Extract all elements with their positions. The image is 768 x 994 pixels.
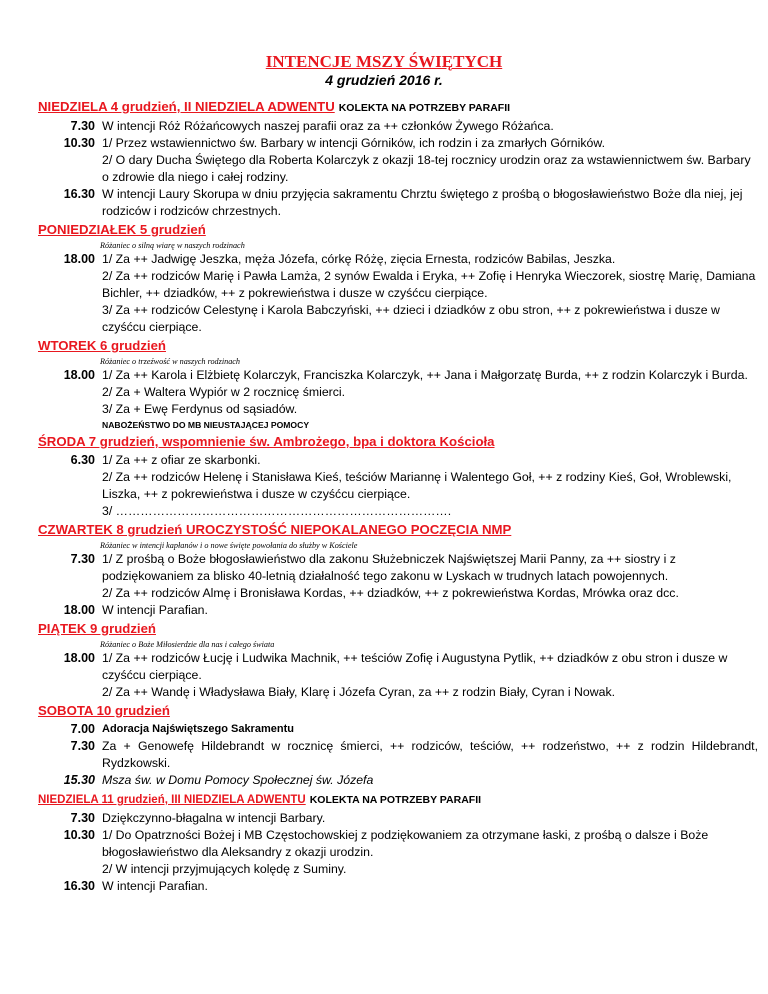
mass-intention: 2/ O dary Ducha Świętego dla Roberta Kolarczyk z okazji 18-tej rocznicy urodzin oraz za wstawiennictwem św. Barbary o zdrowie dla niego i całej rodziny. [102,153,751,184]
mass-time: 18.00 [63,651,95,665]
mass-entry [38,684,758,701]
day-title: SOBOTA 10 grudzień [38,703,170,718]
day-title: CZWARTEK 8 grudzień UROCZYSTOŚĆ NIEPOKALANEGO POCZĘCIA NMP [38,522,512,537]
mass-intention: 2/ Za + Waltera Wypiór w 2 rocznicę śmierci. [102,385,346,399]
mass-entry [38,268,758,302]
mass-entry [38,186,758,220]
mass-intention: 3/ Za ++ rodziców Celestynę i Karola Babczyński, ++ dzieci i dziadków z obu stron, ++ z pokrewieństwa i dusze w czyśćcu cierpiące. [102,303,720,334]
intentions-list [38,97,758,895]
collection-label: KOLEKTA NA POTRZEBY PARAFII [309,794,482,806]
mass-time [38,401,102,418]
mass-intention: 2/ W intencji przyjmujących kolędę z Suminy. [102,862,347,876]
mass-intention: 1/ Przez wstawiennictwo św. Barbary w intencji Górników, ich rodzin i za zmarłych Górników. [102,136,605,150]
mass-time: 16.30 [63,879,95,893]
mass-intention: W intencji Róż Różańcowych naszej parafii oraz za ++ członków Żywego Różańca. [102,119,554,133]
mass-time: 7.30 [70,811,95,825]
mass-time: 7.00 [70,722,95,736]
mass-time: 6.30 [70,453,95,467]
mass-intention: 3/ ………………………………………………………………………. [102,504,452,518]
day-title: PONIEDZIAŁEK 5 grudzień [38,222,206,237]
day-heading [38,97,758,118]
mass-time [38,268,102,302]
mass-intention: 2/ Za ++ Wandę i Władysława Biały, Klarę i Józefa Cyran, za ++ z rodzin Biały, Cyran i Nowak. [102,685,616,699]
mass-entry [38,861,758,878]
mass-entry [38,452,758,469]
day-title: NIEDZIELA 11 grudzień, III NIEDZIELA ADWENTU [38,794,306,806]
mass-entry [38,772,758,789]
mass-time: 7.30 [70,739,95,753]
mass-time: 10.30 [63,136,95,150]
mass-intention: W intencji Parafian. [102,879,208,893]
mass-entry [38,827,758,861]
day-title: PIĄTEK 9 grudzień [38,621,156,636]
day-title: NIEDZIELA 4 grudzień, II NIEDZIELA ADWENTU [38,99,335,114]
mass-time: 18.00 [63,252,95,266]
mass-time: 18.00 [63,368,95,382]
day-heading [38,220,758,240]
mass-intention: 2/ Za ++ rodziców Marię i Pawła Lamża, 2 synów Ewalda i Eryka, ++ Zofię i Henryka Wieczorek, siostrę Marię, Damiana Bichler, ++ dziadków, ++ z pokrewieństwa i dusze w czyśćcu cierpiące. [102,269,756,300]
mass-intention: W intencji Laury Skorupa w dniu przyjęcia sakramentu Chrztu świętego z prośbą o błogosławieństwo Boże dla niej, jej rodziców i rodziców chrzestnych. [102,187,743,218]
mass-time [38,152,102,186]
mass-time [38,302,102,336]
mass-entry [38,118,758,135]
mass-entry [38,251,758,268]
mass-entry [38,401,758,418]
mass-entry [38,650,758,684]
mass-time [38,469,102,503]
mass-entry [38,551,758,585]
mass-intention: Dziękczynno-błagalna w intencji Barbary. [102,811,326,825]
mass-entry [38,738,758,772]
day-heading [38,432,758,452]
mass-intention: 2/ Za ++ rodziców Almę i Bronisława Kordas, ++ dziadków, ++ z pokrewieństwa Kordas, Mrówka oraz dcc. [102,586,679,600]
collection-label: KOLEKTA NA POTRZEBY PARAFII [338,102,511,114]
mass-entry [38,152,758,186]
day-heading [38,520,758,540]
mass-entry [38,721,758,738]
mass-intention: 1/ Za ++ rodziców Łucję i Ludwika Machnik, ++ teściów Zofię i Augustyna Pytlik, ++ dziadków z obu stron i dusze w czyśćcu cierpiące. [102,651,728,682]
mass-intention: 1/ Za ++ Karola i Elżbietę Kolarczyk, Franciszka Kolarczyk, ++ Jana i Małgorzatę Burda, ++ z rodzin Kolarczyk i Burda. [102,368,748,382]
mass-entry [38,135,758,152]
mass-entry [38,384,758,401]
mass-intention: 1/ Z prośbą o Boże błogosławieństwo dla zakonu Służebniczek Najświętszej Marii Panny, za ++ siostry i z podziękowaniem za blisko 40-letnią działalność tego zakonu w Lyskach w trudnych latach powojennych. [102,552,676,583]
rosary-note: Różaniec o trzeźwość w naszych rodzinach [100,357,241,366]
mass-time [38,861,102,878]
day-heading [38,619,758,639]
mass-time: 18.00 [63,603,95,617]
mass-time: 7.30 [70,552,95,566]
mass-intention: 3/ Za + Ewę Ferdynus od sąsiadów. [102,402,298,416]
mass-entry [38,367,758,384]
day-title: WTOREK 6 grudzień [38,338,166,353]
mass-time: 15.30 [63,773,95,787]
mass-time [38,384,102,401]
mass-intention: 2/ Za ++ rodziców Helenę i Stanisława Kieś, teściów Mariannę i Walentego Goł, ++ z rodziny Kieś, Goł, Wroblewski, Liszka, ++ z pokrewieństwa i dusze w czyśćcu cierpiące. [102,470,732,501]
mass-intention: 1/ Do Opatrzności Bożej i MB Częstochowskiej z podziękowaniem za otrzymane łaski, z prośbą o dalsze i Boże błogosławieństwo dla Aleksandry z okazji urodzin. [102,828,709,859]
mass-time [38,585,102,602]
mass-entry [38,878,758,895]
mass-intention: Msza św. w Domu Pomocy Społecznej św. Józefa [102,773,374,787]
rosary-note: Różaniec o silną wiarę w naszych rodzinach [100,241,245,250]
mass-intention: Adoracja Najświętszego Sakramentu [102,723,294,735]
rosary-note: Różaniec o Boże Miłosierdzie dla nas i całego świata [100,640,275,649]
mass-intention: W intencji Parafian. [102,603,208,617]
mass-intention: 1/ Za ++ Jadwigę Jeszka, męża Józefa, córkę Różę, zięcia Ernesta, rodziców Babilas, Jeszka. [102,252,616,266]
mass-entry [38,469,758,503]
mass-entry [38,503,758,520]
day-heading [38,336,758,356]
mass-entry [38,585,758,602]
day-heading [38,789,758,810]
day-heading [38,701,758,721]
page-date: 4 grudzień 2016 r. [325,72,443,88]
mass-time: 10.30 [63,828,95,842]
mass-entry [38,810,758,827]
mass-time: 16.30 [63,187,95,201]
page-title: INTENCJE MSZY ŚWIĘTYCH [265,52,503,71]
rosary-note: Różaniec w intencji kapłanów i o nowe święte powołania do służby w Kościele [100,541,358,550]
devotion-note: NABOŻEŃSTWO DO MB NIEUSTAJĄCEJ POMOCY [102,420,310,430]
mass-entry [38,302,758,336]
mass-time: 7.30 [70,119,95,133]
mass-time [38,684,102,701]
day-title: ŚRODA 7 grudzień, wspomnienie św. Ambrożego, bpa i doktora Kościoła [38,434,495,449]
mass-intention: 1/ Za ++ z ofiar ze skarbonki. [102,453,261,467]
mass-entry [38,602,758,619]
mass-time [38,503,102,520]
mass-intention: Za + Genowefę Hildebrandt w rocznicę śmierci, ++ rodziców, teściów, ++ rodzeństwo, ++ z rodzin Hildebrandt, Rydzkowski. [102,739,758,770]
